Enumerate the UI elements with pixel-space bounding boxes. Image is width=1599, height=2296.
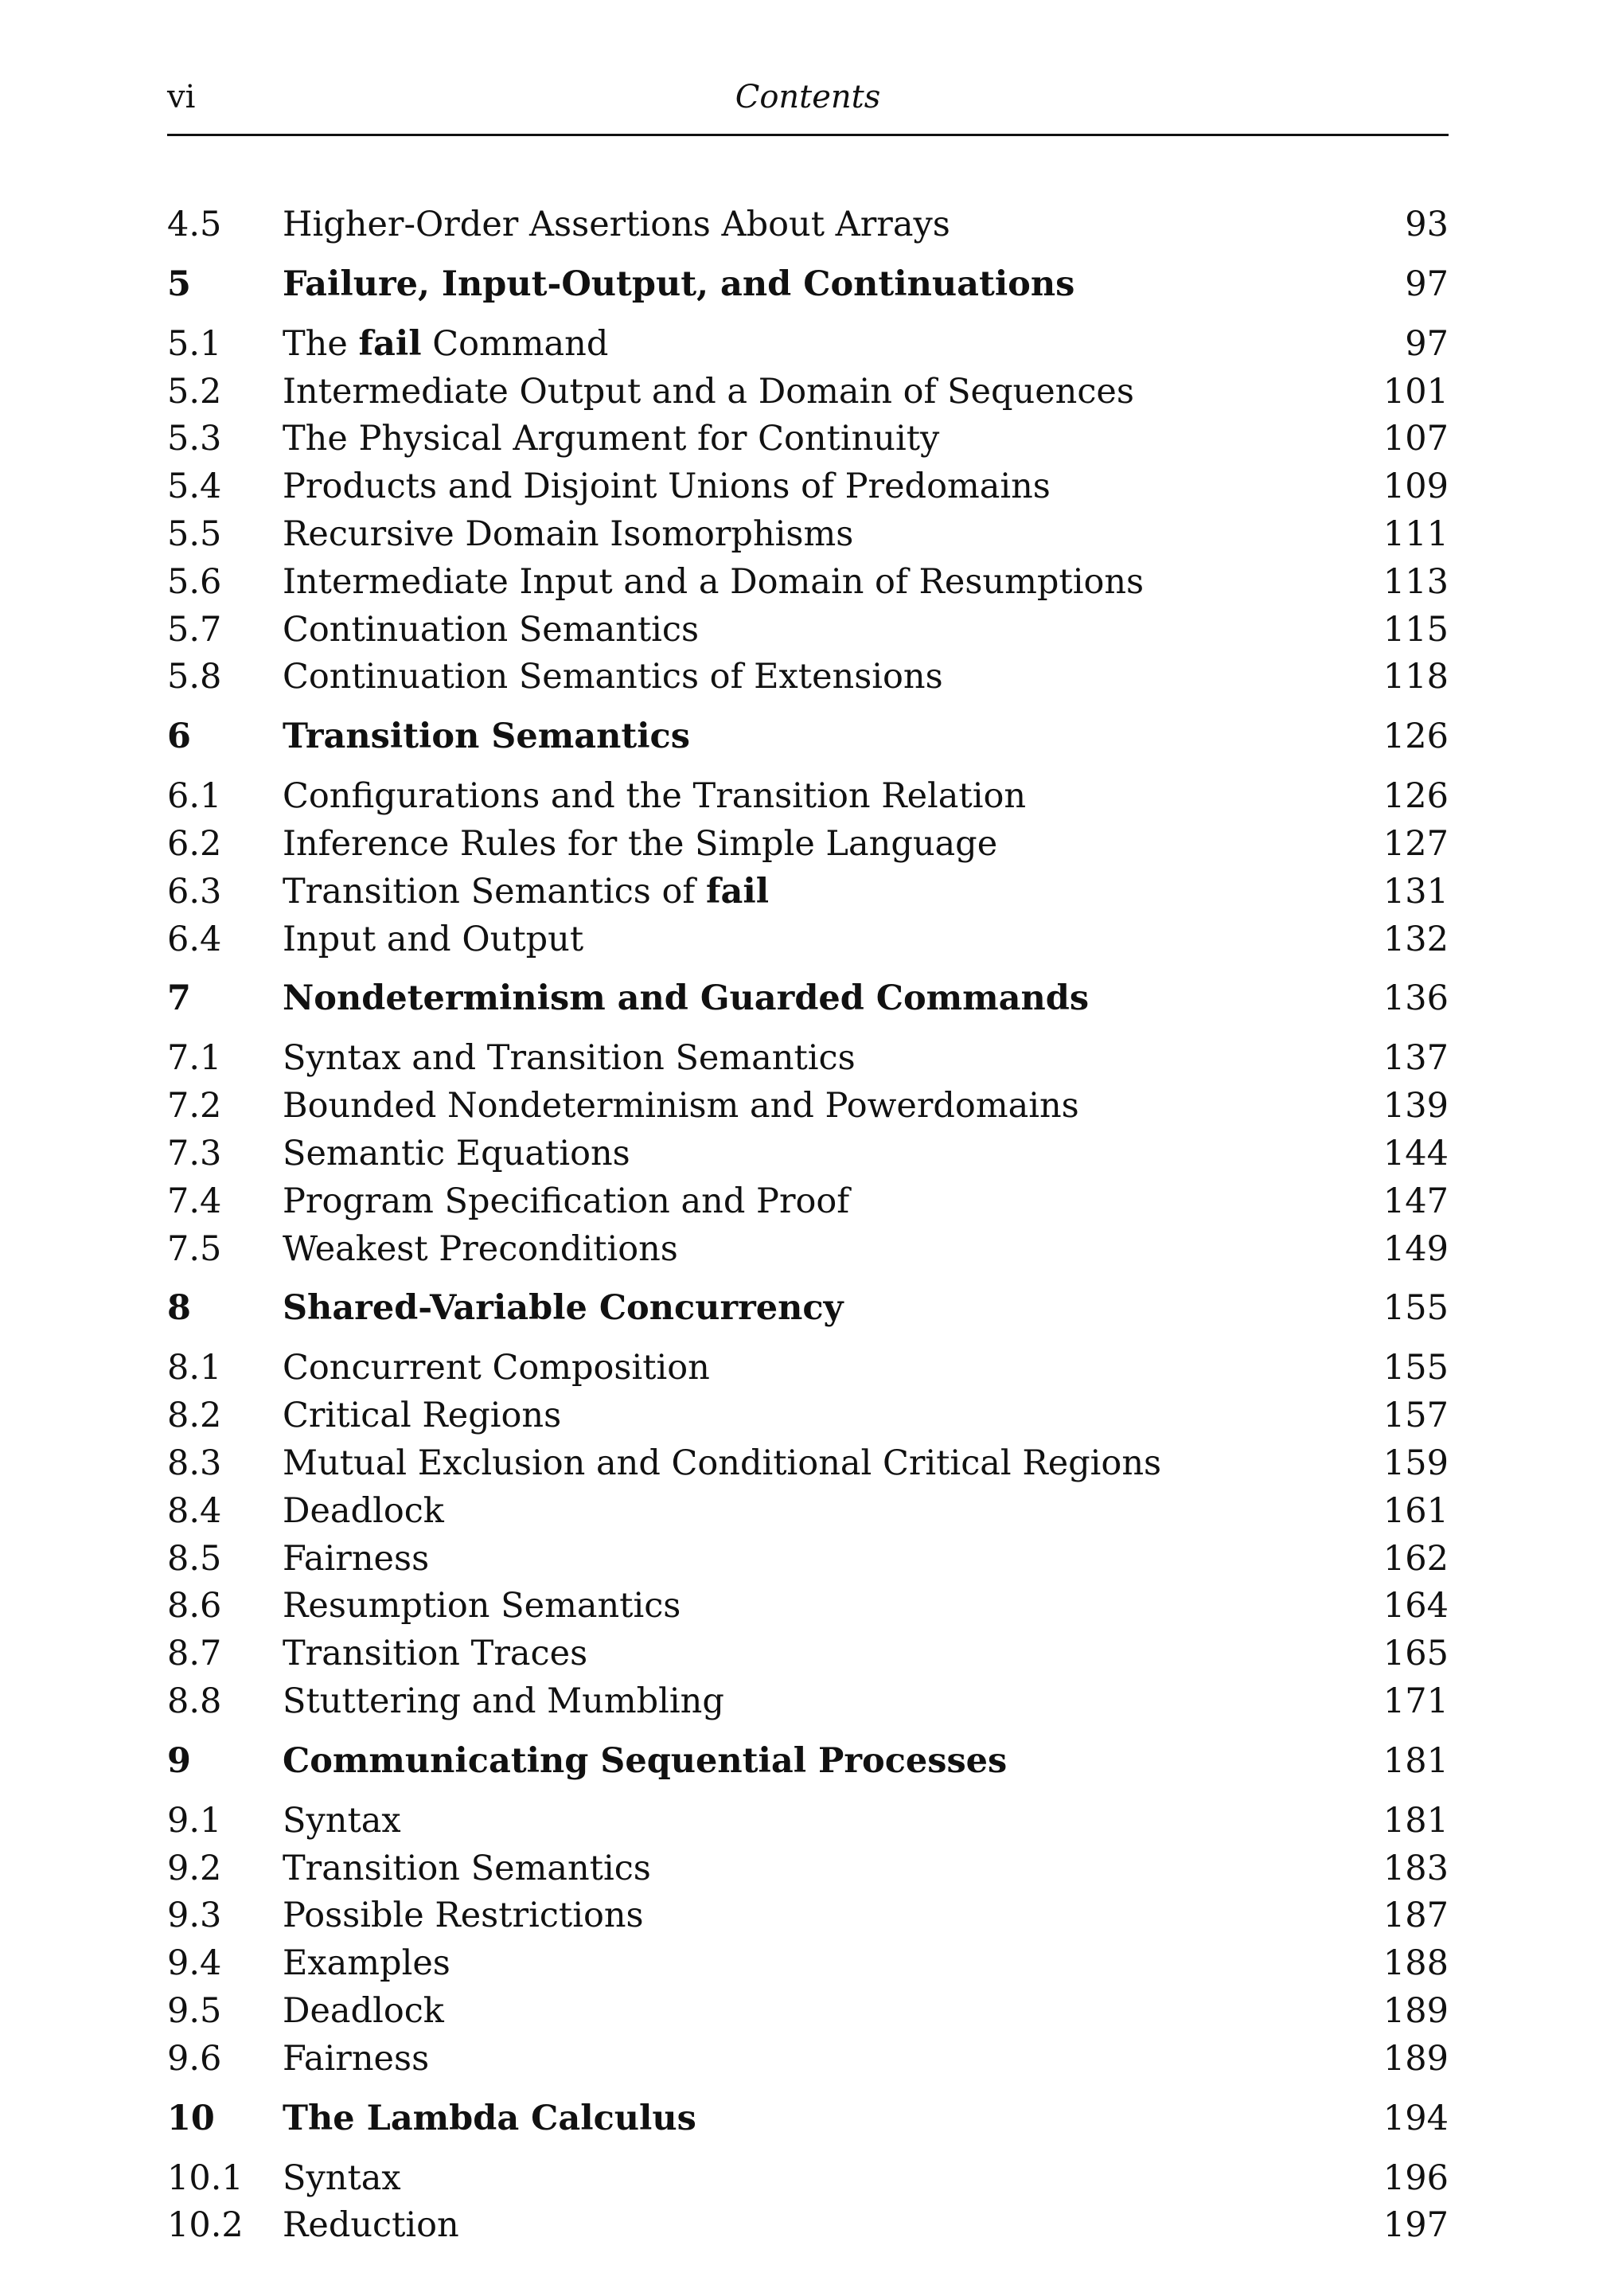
section-number: 7.2 [167,1086,222,1127]
section-title [283,467,1353,507]
section-title [283,657,1353,697]
page-ref: 165 [1383,1634,1449,1674]
page-ref: 136 [1383,978,1449,1019]
title-text: Concurrent Composition [283,1348,710,1388]
toc-section-row [167,1181,1449,1232]
toc-chapter-row [167,2090,1449,2161]
page-ref: 149 [1383,1228,1449,1269]
title-keyword: fail [358,323,422,364]
section-title [283,823,1353,864]
title-text: The [283,323,359,364]
chapter-number: 9 [167,1740,191,1781]
title-text: Possible Restrictions [283,1896,644,1936]
title-text: Intermediate Input and a Domain of Resumptions [283,561,1145,602]
title-text: Resumption Semantics [283,1586,681,1626]
section-title [283,1396,1353,1436]
section-title [283,1681,1353,1721]
chapter-title [283,978,1353,1019]
toc-section-row [167,513,1449,565]
title-text: Syntax [283,2157,401,2198]
toc-section-row [167,1848,1449,1900]
toc-chapter-row [167,708,1449,779]
toc-section-row [167,871,1449,923]
page-ref: 181 [1383,1800,1449,1841]
toc-section-row [167,467,1449,517]
page-ref: 109 [1383,467,1449,507]
page-ref: 115 [1383,609,1449,650]
section-title [283,919,1353,959]
section-title [283,1848,1353,1888]
section-number: 8.4 [167,1490,222,1531]
toc-section-row [167,371,1449,423]
title-text: Continuation Semantics [283,609,700,650]
section-number: 7.3 [167,1133,222,1173]
toc-section-row [167,1443,1449,1494]
page-ref: 126 [1383,717,1449,757]
page-ref: 164 [1383,1586,1449,1626]
section-number: 5.5 [167,513,222,554]
chapter-title [283,1288,1353,1329]
toc-section-row [167,1586,1449,1637]
title-text: Weakest Preconditions [283,1228,678,1269]
page-ref: 181 [1383,1740,1449,1781]
title-text: Transition Semantics of [283,871,706,912]
section-title [283,1943,1353,1984]
toc-section-row [167,205,1449,256]
title-text: The Lambda Calculus [283,2098,696,2138]
page-ref: 93 [1405,205,1449,244]
running-title: Contents [735,79,881,115]
title-text: Mutual Exclusion and Conditional Critical Regions [283,1443,1162,1483]
title-text: Program Specification and Proof [283,1181,850,1221]
section-title [283,1348,1353,1388]
toc-section-row [167,1086,1449,1137]
title-text: Continuation Semantics of Extensions [283,657,943,697]
section-number: 8.2 [167,1396,222,1436]
title-text: Communicating Sequential Processes [283,1740,1008,1781]
section-number: 10.1 [167,2157,244,2198]
title-text: Bounded Nondeterminism and Powerdomains [283,1086,1079,1127]
section-title [283,1133,1353,1173]
toc-section-row [167,1348,1449,1399]
page-ref: 155 [1383,1348,1449,1388]
toc-section-row [167,419,1449,470]
section-title [283,561,1353,602]
section-number: 9.2 [167,1848,222,1888]
toc-section-row [167,919,1449,970]
section-number: 7.4 [167,1181,222,1221]
chapter-number: 5 [167,264,191,304]
title-text: Inference Rules for the Simple Language [283,823,998,864]
toc-section-row [167,2205,1449,2256]
page-ref: 157 [1383,1396,1449,1436]
title-text: Deadlock [283,1990,444,2031]
section-number: 5.2 [167,371,222,412]
page-ref: 131 [1383,871,1449,912]
section-number: 9.1 [167,1800,222,1841]
page-ref: 113 [1383,561,1449,602]
section-number: 5.1 [167,323,222,364]
page-ref: 194 [1383,2098,1449,2138]
title-text: Failure, Input-Output, and Continuations [283,264,1075,304]
title-text: Fairness [283,2038,430,2079]
page-ref: 197 [1383,2205,1449,2246]
page-ref: 144 [1383,1133,1449,1173]
section-title [283,776,1353,817]
section-number: 8.6 [167,1586,222,1626]
title-text: The Physical Argument for Continuity [283,419,940,459]
section-title [283,1490,1353,1531]
title-text: Configurations and the Transition Relation [283,776,1027,817]
toc-section-row [167,1800,1449,1852]
section-number: 8.7 [167,1634,222,1674]
page-ref: 155 [1383,1288,1449,1329]
section-number: 8.3 [167,1443,222,1483]
section-number: 5.3 [167,419,222,459]
section-title [283,1896,1353,1936]
title-text: Fairness [283,1538,430,1579]
section-number: 10.2 [167,2205,244,2246]
toc-section-row [167,1038,1449,1089]
section-title [283,1181,1353,1221]
section-title [283,1228,1353,1269]
title-text: Stuttering and Mumbling [283,1681,724,1721]
title-text: Transition Semantics [283,717,690,757]
section-number: 8.1 [167,1348,222,1388]
title-text: Syntax and Transition Semantics [283,1038,856,1079]
section-number: 5.6 [167,561,222,602]
toc-section-row [167,609,1449,661]
section-title [283,1538,1353,1579]
title-text: Reduction [283,2205,459,2246]
page-ref: 101 [1383,371,1449,412]
running-head [167,70,1449,136]
title-text: Shared-Variable Concurrency [283,1288,844,1329]
page-ref: 183 [1383,1848,1449,1888]
toc-section-row [167,657,1449,708]
section-title [283,513,1353,554]
section-number: 9.3 [167,1896,222,1936]
section-title [283,871,1353,912]
toc-section-row [167,1634,1449,1685]
page-ref: 132 [1383,919,1449,959]
section-title [283,1586,1353,1626]
section-number: 9.4 [167,1943,222,1984]
section-number: 7.1 [167,1038,222,1079]
toc-section-row [167,776,1449,827]
section-title [283,1634,1353,1674]
section-number: 6.4 [167,919,222,959]
title-text: Critical Regions [283,1396,562,1436]
page-ref: 189 [1383,1990,1449,2031]
page-ref: 111 [1383,513,1449,554]
title-text: Examples [283,1943,450,1984]
section-number: 5.7 [167,609,222,650]
chapter-number: 6 [167,717,191,757]
section-title [283,2157,1353,2198]
title-text: Recursive Domain Isomorphisms [283,513,854,554]
section-number: 7.5 [167,1228,222,1269]
page-ref: 161 [1383,1490,1449,1531]
section-number: 9.6 [167,2038,222,2079]
title-keyword: fail [706,871,770,912]
page-ref: 118 [1383,657,1449,697]
page-ref: 162 [1383,1538,1449,1579]
section-number: 8.5 [167,1538,222,1579]
page-ref: 107 [1383,419,1449,459]
chapter-title [283,264,1353,304]
toc-section-row [167,1943,1449,1994]
title-text: Nondeterminism and Guarded Commands [283,978,1090,1019]
toc-chapter-row [167,1279,1449,1351]
book-page [167,70,1449,2256]
section-title [283,1086,1353,1127]
section-title [283,1038,1353,1079]
section-title [283,1443,1353,1483]
section-number: 6.3 [167,871,222,912]
title-text: Transition Traces [283,1634,588,1674]
page-ref: 127 [1383,823,1449,864]
page-ref: 97 [1405,323,1449,364]
page-ref: 189 [1383,2038,1449,2079]
toc-section-row [167,823,1449,875]
page-ref: 171 [1383,1681,1449,1721]
section-number: 8.8 [167,1681,222,1721]
section-title [283,2205,1353,2246]
section-number: 5.8 [167,657,222,697]
toc-chapter-row [167,256,1449,327]
page-ref: 97 [1405,264,1449,304]
section-number: 6.1 [167,776,222,817]
toc-section-row [167,1133,1449,1185]
toc-section-row [167,1538,1449,1590]
section-title [283,2038,1353,2079]
toc-section-row [167,1681,1449,1732]
toc-section-row [167,1228,1449,1280]
section-number: 9.5 [167,1990,222,2031]
section-number: 4.5 [167,205,222,244]
toc-chapter-row [167,1732,1449,1804]
page-ref: 196 [1383,2157,1449,2198]
title-text: Products and Disjoint Unions of Predomains [283,467,1051,507]
section-title [283,609,1353,650]
section-title [283,1800,1353,1841]
chapter-number: 8 [167,1288,191,1329]
page-ref: 188 [1383,1943,1449,1984]
toc-section-row [167,323,1449,375]
chapter-title [283,717,1353,757]
section-number: 6.2 [167,823,222,864]
toc-section-row [167,1396,1449,1447]
page-ref: 139 [1383,1086,1449,1127]
page-ref: 137 [1383,1038,1449,1079]
section-title [283,323,1353,364]
section-title [283,205,1353,244]
section-title [283,371,1353,412]
toc-section-row [167,1990,1449,2042]
chapter-title [283,2098,1353,2138]
toc-section-row [167,2038,1449,2090]
toc-section-row [167,1896,1449,1947]
toc-section-row [167,561,1449,613]
chapter-number: 10 [167,2098,215,2138]
chapter-title [283,1740,1353,1781]
title-text: Deadlock [283,1490,444,1531]
toc-section-row [167,2157,1449,2209]
chapter-number: 7 [167,978,191,1019]
page-number: vi [167,79,196,115]
title-text: Semantic Equations [283,1133,630,1173]
page-ref: 187 [1383,1896,1449,1936]
section-number: 5.4 [167,467,222,507]
section-title [283,1990,1353,2031]
title-text: Command [421,323,609,364]
toc-section-row [167,1490,1449,1542]
title-text: Syntax [283,1800,401,1841]
title-text: Intermediate Output and a Domain of Sequences [283,371,1134,412]
table-of-contents [167,205,1449,2256]
toc-chapter-row [167,970,1449,1041]
section-title [283,419,1353,459]
title-text: Input and Output [283,919,584,959]
page-ref: 159 [1383,1443,1449,1483]
page-ref: 147 [1383,1181,1449,1221]
title-text: Transition Semantics [283,1848,651,1888]
page-ref: 126 [1383,776,1449,817]
title-text: Higher-Order Assertions About Arrays [283,205,950,244]
